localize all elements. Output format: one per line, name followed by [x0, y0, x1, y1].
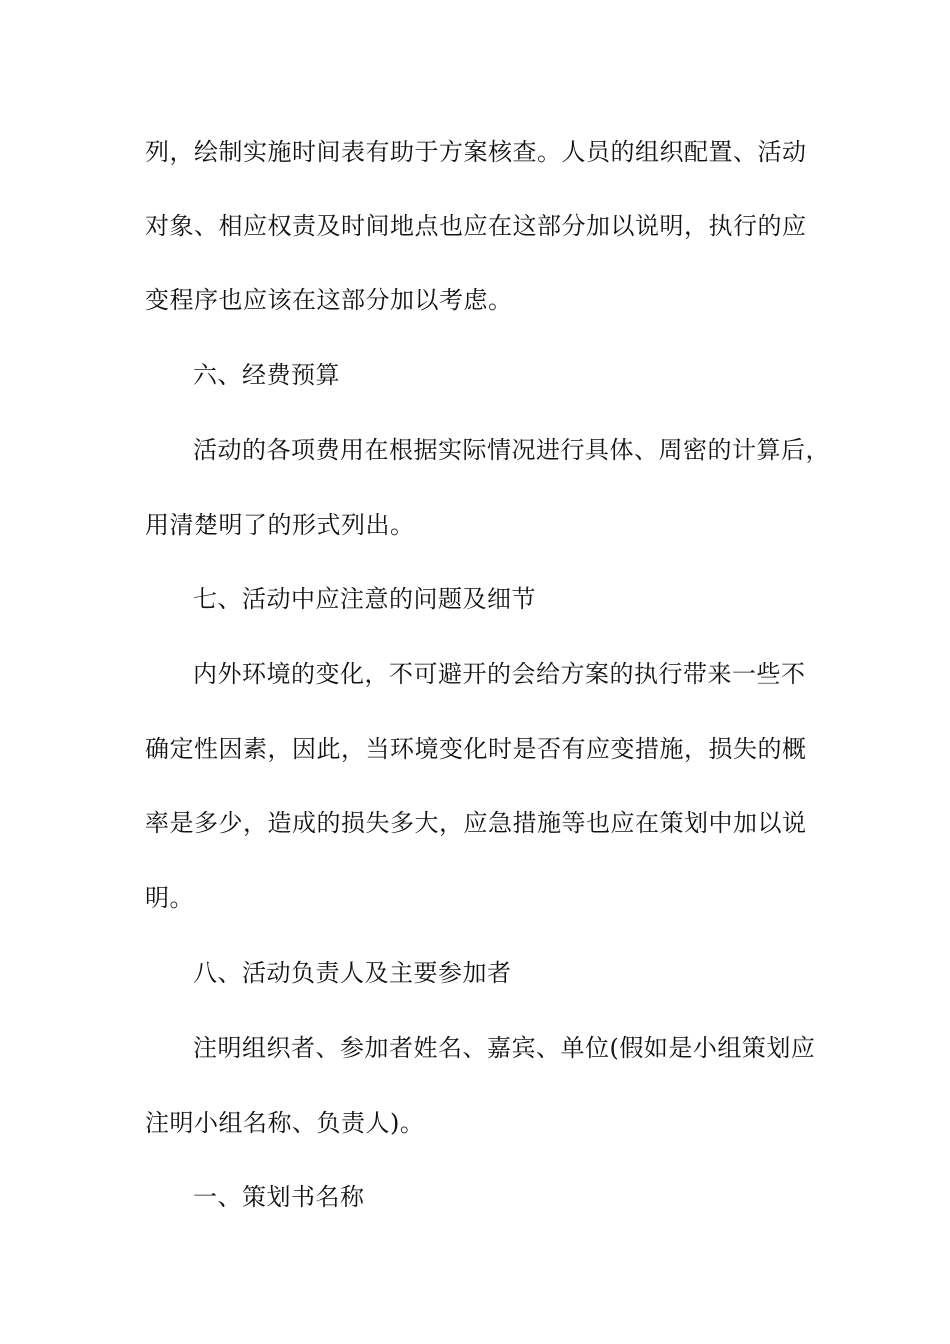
section-heading: 八、活动负责人及主要参加者: [193, 959, 512, 987]
paragraph-line: 内外环境的变化，不可避开的会给方案的执行带来一些不: [193, 660, 806, 688]
paragraph-line: 活动的各项费用在根据实际情况进行具体、周密的计算后，: [193, 436, 830, 464]
paragraph-line: 对象、相应权责及时间地点也应在这部分加以说明，执行的应: [145, 212, 807, 240]
paragraph-line: 列，绘制实施时间表有助于方案核查。人员的组织配置、活动: [145, 138, 807, 166]
paragraph-line: 用清楚明了的形式列出。: [145, 511, 415, 539]
paragraph-line: 率是多少，造成的损失多大，应急措施等也应在策划中加以说: [145, 809, 807, 837]
paragraph-line: 变程序也应该在这部分加以考虑。: [145, 286, 513, 314]
paragraph-line: 确定性因素，因此，当环境变化时是否有应变措施，损失的概: [145, 735, 807, 763]
section-heading: 六、经费预算: [193, 361, 340, 389]
section-heading: 七、活动中应注意的问题及细节: [193, 585, 536, 613]
paragraph-line: 注明小组名称、负责人)。: [145, 1109, 425, 1137]
paragraph-line: 注明组织者、参加者姓名、嘉宾、单位(假如是小组策划应: [193, 1034, 816, 1062]
section-heading: 一、策划书名称: [193, 1183, 365, 1211]
paragraph-line: 明。: [145, 884, 194, 912]
